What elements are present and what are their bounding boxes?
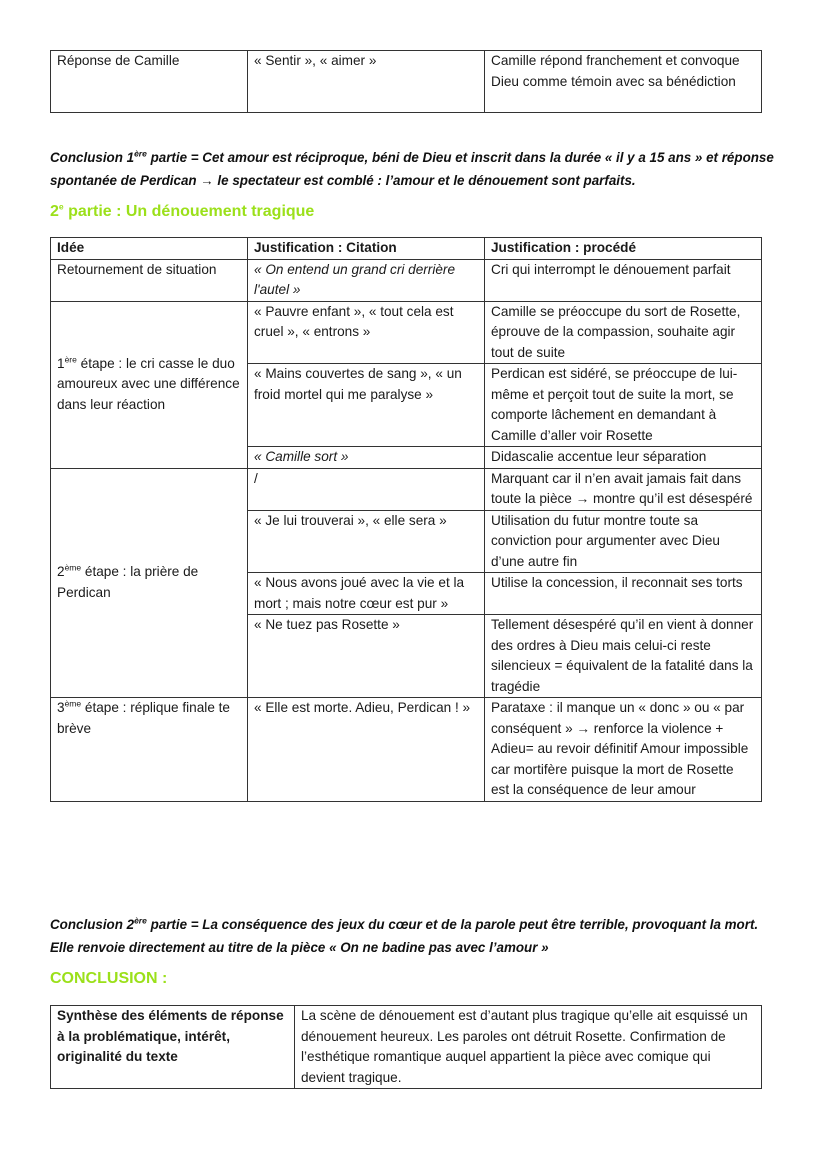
superscript: ère: [64, 354, 77, 365]
header-quote: Justification : Citation: [248, 238, 485, 260]
superscript: ère: [134, 915, 147, 926]
table-cell: « Sentir », « aimer »: [248, 51, 485, 113]
table-row: [51, 1006, 762, 1089]
step-text: étape : réplique finale te brève: [57, 700, 230, 736]
table-row: [51, 51, 762, 113]
header-procedure: Justification : procédé: [485, 238, 762, 260]
superscript: ème: [64, 562, 82, 573]
table-row: [51, 468, 762, 510]
heading-number: 2: [50, 203, 59, 220]
step-text: étape : la prière de Perdican: [57, 564, 199, 600]
idea-cell: [51, 698, 248, 802]
quote-cell: « Je lui trouverai », « elle sera »: [248, 510, 485, 573]
synthesis-table: [50, 1005, 762, 1089]
step-number: 1: [57, 355, 65, 371]
procedure-cell: Parataxe : il manque un « donc » ou « par conséquent » → renforce la violence + Adieu= au revoir définitif Amour impossible car mortifère puisque la mort de Rosette est la conséquence de leur amour: [485, 698, 762, 802]
quote-cell: « Elle est morte. Adieu, Perdican ! »: [248, 698, 485, 802]
procedure-cell: Perdican est sidéré, se préoccupe de lui-même et perçoit tout de suite la mort, se comporte lâchement en demandant à Camille d’aller voir Rosette: [485, 364, 762, 447]
quote-cell: « On entend un grand cri derrière l'autel »: [248, 259, 485, 301]
procedure-cell: Tellement désespéré qu’il en vient à donner des ordres à Dieu mais celui-ci reste silencieux = équivalent de la fatalité dans la tragédie: [485, 615, 762, 698]
table-row: [51, 301, 762, 364]
procedure-cell: Camille se préoccupe du sort de Rosette, éprouve de la compassion, souhaite agir tout de suite: [485, 301, 762, 364]
header-idea: Idée: [51, 238, 248, 260]
table-row: [51, 698, 762, 802]
superscript: e: [58, 201, 64, 212]
step-number: 3: [57, 700, 65, 715]
procedure-cell: Utilisation du futur montre toute sa conviction pour argumenter avec Dieu d’une autre fin: [485, 510, 762, 573]
table-row: [51, 259, 762, 301]
heading-text: partie : Un dénouement tragique: [63, 203, 315, 220]
synthesis-text: La scène de dénouement est d’autant plus tragique qu’elle ait esquissé un dénouement heureux. Les paroles ont détruit Rosette. Confirmation de l’esthétique romantique auquel appartient la pièce avec comique qui devient tragique.: [295, 1006, 762, 1089]
quote-cell: « Nous avons joué avec la vie et la mort ; mais notre cœur est pur »: [248, 573, 485, 615]
table-cell: Camille répond franchement et convoque Dieu comme témoin avec sa bénédiction: [485, 51, 762, 113]
conclusion-prefix: Conclusion 1: [50, 150, 135, 165]
part-2-heading: [50, 203, 314, 221]
procedure-cell: Cri qui interrompt le dénouement parfait: [485, 259, 762, 301]
procedure-cell: Didascalie accentue leur séparation: [485, 447, 762, 469]
conclusion-text: partie = Cet amour est réciproque, béni de Dieu et inscrit dans la durée « il y a 15 ans » et réponse spontanée de Perdican → le spectateur est comblé : l’amour et le dénouement sont parfaits.: [50, 150, 774, 188]
idea-cell: Retournement de situation: [51, 259, 248, 301]
superscript: ère: [134, 148, 147, 159]
conclusion-heading: CONCLUSION :: [50, 970, 168, 987]
quote-cell: « Camille sort »: [248, 447, 485, 469]
quote-cell: /: [248, 468, 485, 510]
table-cell: Réponse de Camille: [51, 51, 248, 113]
idea-cell: [51, 468, 248, 698]
quote-cell: « Ne tuez pas Rosette »: [248, 615, 485, 698]
conclusion-prefix: Conclusion 2: [50, 917, 135, 932]
step-text: étape : le cri casse le duo amoureux avec une différence dans leur réaction: [57, 355, 240, 412]
step-number: 2: [57, 564, 65, 580]
conclusion-part-1: [50, 146, 780, 192]
superscript: ème: [64, 698, 82, 709]
idea-cell: [51, 301, 248, 468]
procedure-cell: Utilise la concession, il reconnait ses torts: [485, 573, 762, 615]
table-header-row: [51, 238, 762, 260]
conclusion-text: partie = La conséquence des jeux du cœur et de la parole peut être terrible, provoquant la mort. Elle renvoie directement au titre de la pièce « On ne badine pas avec l’amour »: [50, 917, 759, 955]
conclusion-part-2: [50, 913, 780, 959]
quote-cell: « Pauvre enfant », « tout cela est cruel », « entrons »: [248, 301, 485, 364]
analysis-table: [50, 237, 762, 802]
response-table: [50, 50, 762, 113]
synthesis-label: Synthèse des éléments de réponse à la problématique, intérêt, originalité du texte: [51, 1006, 295, 1089]
procedure-cell: Marquant car il n’en avait jamais fait dans toute la pièce → montre qu’il est désespéré: [485, 468, 762, 510]
quote-cell: « Mains couvertes de sang », « un froid mortel qui me paralyse »: [248, 364, 485, 447]
